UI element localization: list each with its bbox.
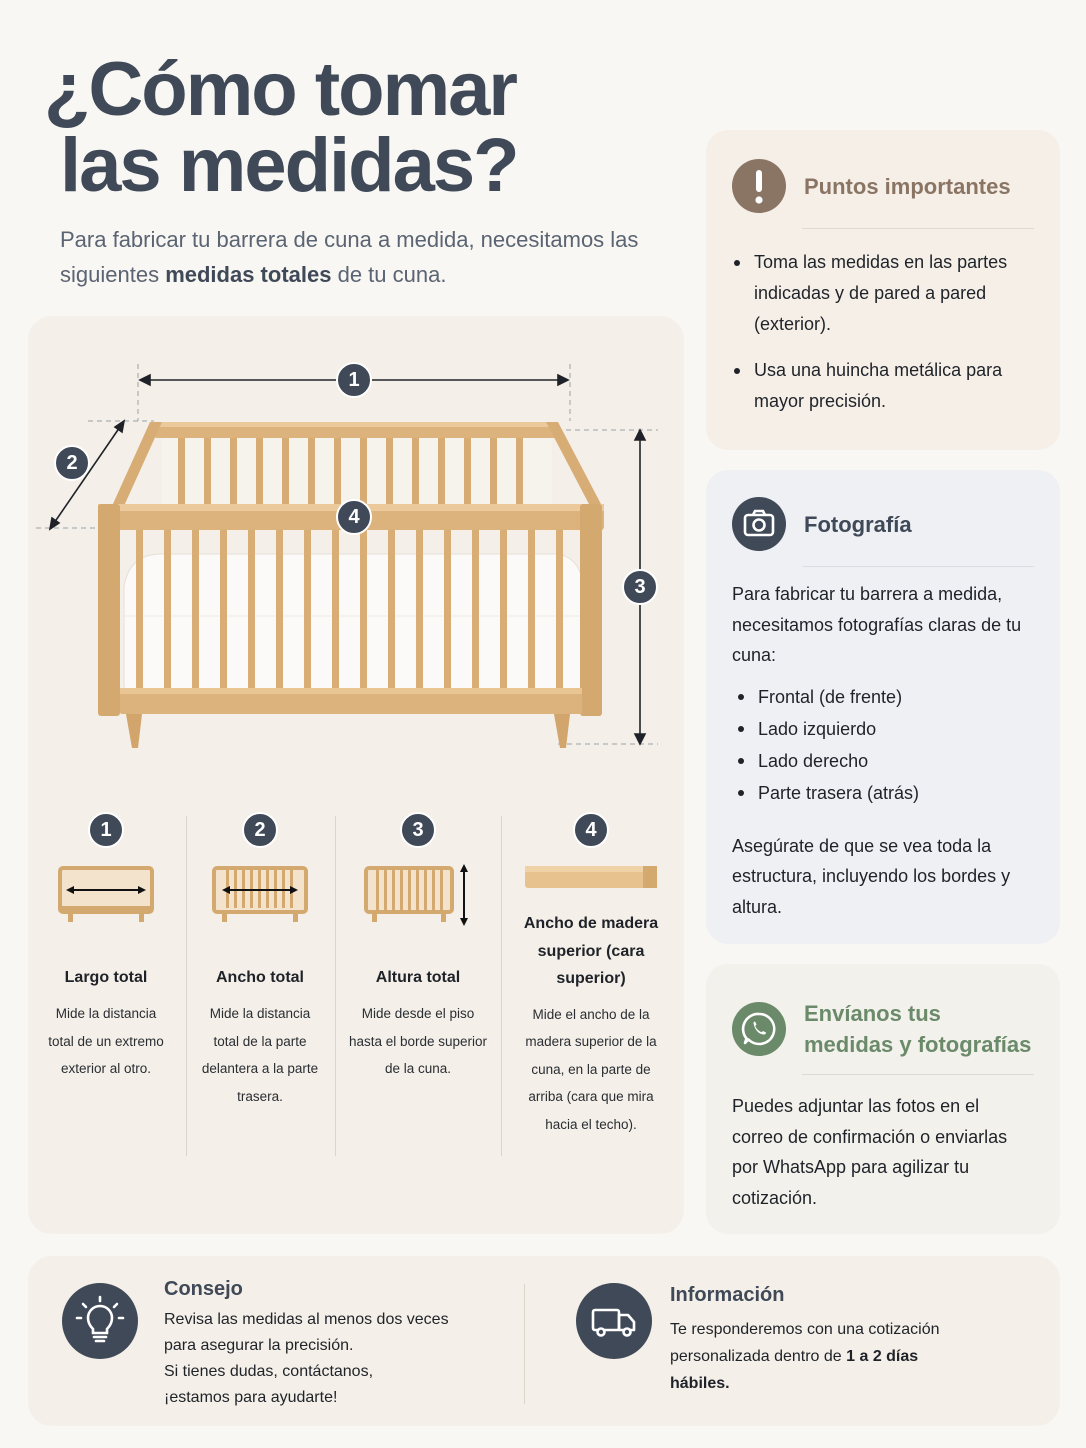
tip-line: para asegurar la precisión. [164, 1337, 354, 1354]
divider [802, 1074, 1034, 1075]
measure-description: Mide la distancia total de la parte delantera a la parte trasera. [201, 1006, 319, 1104]
crib-height-icon [358, 862, 478, 926]
list-item: Lado izquierdo [736, 713, 1034, 745]
list-item: Usa una huincha metálica para mayor precisión. [732, 355, 1034, 417]
photo-outro: Asegúrate de que se vea toda la estructura, incluyendo los bordes y altura. [732, 835, 1011, 917]
send-title: Envíanos tus medidas y fotografías [804, 1001, 1032, 1057]
send-text: Puedes adjuntar las fotos en el correo de confirmación o enviarlas por WhatsApp para agilizar tu cotización. [732, 1096, 1008, 1208]
delivery-truck-icon [576, 1283, 652, 1359]
title-line-1: ¿Cómo tomar [44, 47, 516, 132]
list-item: Lado derecho [736, 745, 1034, 777]
list-item: Toma las medidas en las partes indicadas y de pared a pared (exterior). [732, 247, 1034, 340]
tip-title: Consejo [164, 1278, 243, 1300]
info-line-bold: 1 a 2 días [846, 1348, 919, 1365]
tip-line: Si tienes dudas, contáctanos, [164, 1363, 374, 1380]
photo-card [706, 470, 1060, 944]
camera-icon [732, 497, 786, 551]
column-divider [186, 816, 187, 1156]
info-line-period: . [725, 1375, 730, 1392]
subtitle-end: de tu cuna. [331, 262, 447, 287]
marker-2: 2 [54, 445, 90, 481]
info-title: Información [670, 1284, 785, 1306]
photo-intro: Para fabricar tu barrera a medida, necesitamos fotografías claras de tu cuna: [732, 584, 1022, 665]
tip-line: ¡estamos para ayudarte! [164, 1389, 338, 1406]
important-card [706, 130, 1060, 450]
important-title: Puntos importantes [804, 173, 1011, 199]
subtitle-text: Para fabricar tu barrera de cuna a medida, necesitamos las siguientes [60, 227, 639, 287]
whatsapp-icon [732, 1002, 786, 1056]
column-divider [501, 816, 502, 1156]
footer-card [28, 1256, 1060, 1426]
marker-4: 4 [336, 499, 372, 535]
subtitle-bold: medidas totales [165, 262, 332, 287]
measure-column-4 [516, 812, 666, 1138]
page-title [44, 47, 604, 208]
page-subtitle [60, 222, 680, 292]
measure-title: Ancho de madera superior (cara superior) [523, 915, 659, 987]
divider [802, 566, 1034, 567]
marker-1: 1 [336, 362, 372, 398]
measure-title: Altura total [375, 969, 461, 986]
list-item: Parte trasera (atrás) [736, 777, 1034, 809]
lightbulb-icon [62, 1283, 138, 1359]
send-card [706, 964, 1060, 1234]
measure-column-2 [198, 812, 322, 1110]
list-item: Frontal (de frente) [736, 681, 1034, 713]
measure-description: Mide desde el piso hasta el borde superior de la cuna. [348, 1006, 488, 1076]
title-line-2: las medidas? [60, 123, 518, 208]
measure-number: 2 [242, 812, 278, 848]
measure-number: 4 [573, 812, 609, 848]
info-line [670, 1370, 940, 1397]
divider [802, 228, 1034, 229]
measure-number: 3 [400, 812, 436, 848]
measure-title: Largo total [64, 969, 148, 986]
measure-column-3 [348, 812, 488, 1083]
info-line [670, 1343, 940, 1370]
important-list [732, 247, 1034, 417]
measure-column-1 [42, 812, 170, 1083]
exclamation-icon [732, 159, 786, 213]
measure-description: Mide la distancia total de un extremo exterior al otro. [48, 1006, 164, 1076]
crib-length-icon [56, 862, 156, 926]
column-divider [335, 816, 336, 1156]
info-line: Te responderemos con una cotización [670, 1321, 940, 1338]
marker-3: 3 [622, 569, 658, 605]
footer-divider [524, 1284, 525, 1404]
tip-line: Revisa las medidas al menos dos veces [164, 1311, 449, 1328]
photo-title: Fotografía [804, 511, 912, 537]
crib-illustration [98, 422, 604, 748]
measure-title: Ancho total [216, 969, 304, 986]
info-line-bold: hábiles [670, 1375, 726, 1392]
crib-width-icon [210, 862, 310, 926]
measure-description: Mide el ancho de la madera superior de la cuna, en la parte de arriba (cara que mira hacia el techo). [525, 1006, 657, 1132]
wood-plank-icon [523, 860, 659, 896]
tip-text [164, 1307, 449, 1411]
info-text [670, 1316, 940, 1397]
measure-number: 1 [88, 812, 124, 848]
measurement-card [28, 316, 684, 1234]
photo-list [732, 681, 1034, 809]
info-line-text: personalizada dentro de [670, 1348, 847, 1365]
